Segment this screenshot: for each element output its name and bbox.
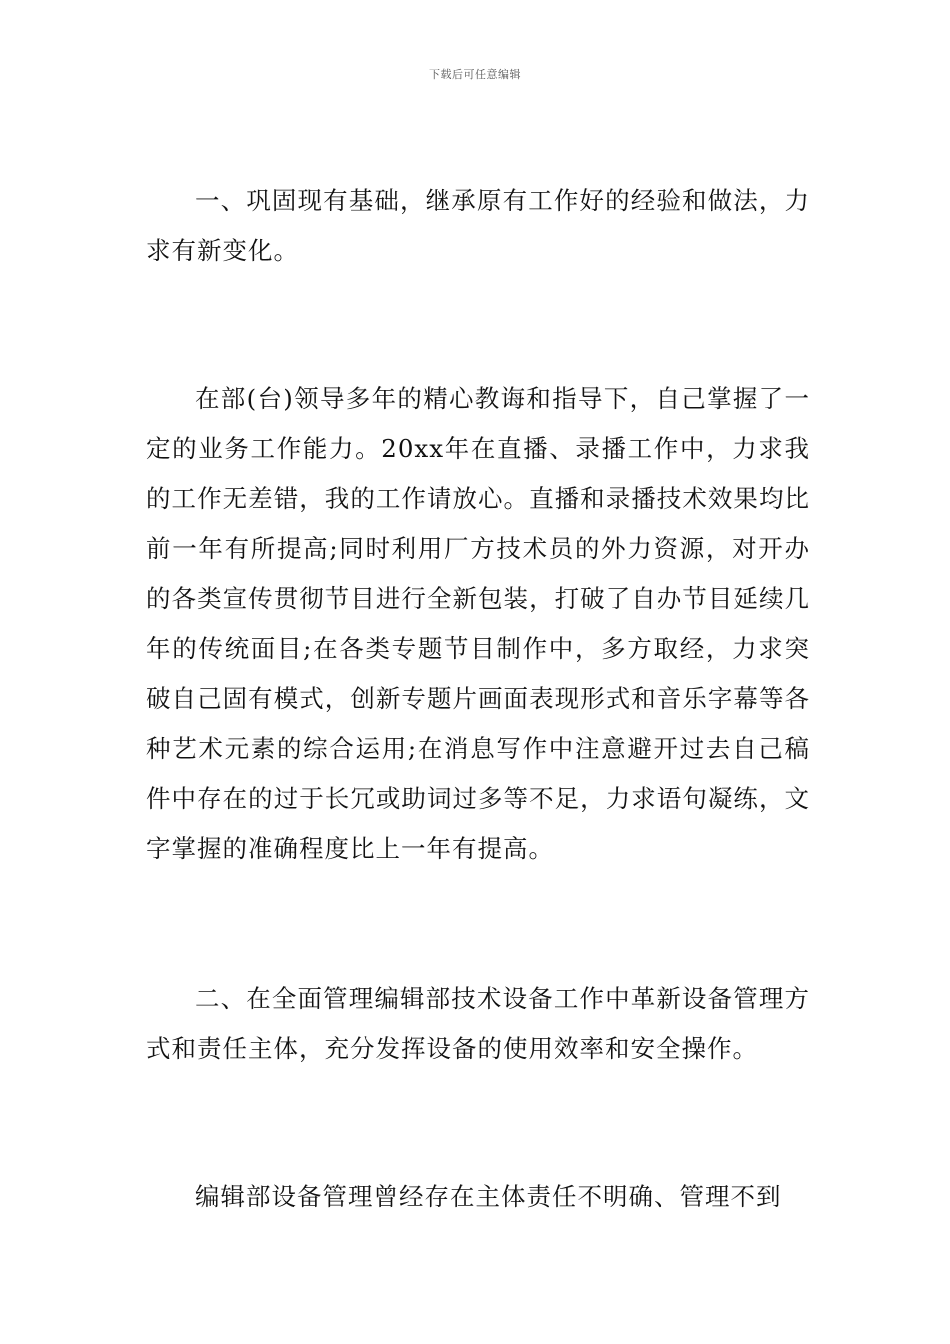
paragraph-section-two-body: 编辑部设备管理曾经存在主体责任不明确、管理不到: [195, 1182, 782, 1211]
paragraph-section-two-heading: 二、在全面管理编辑部技术设备工作中革新设备管理方式和责任主体，充分发挥设备的使用效率和安全操作。: [146, 984, 810, 1063]
paragraph-section-one-body: 在部(台)领导多年的精心教诲和指导下，自己掌握了一定的业务工作能力。20xx年在直播、录播工作中，力求我的工作无差错，我的工作请放心。直播和录播技术效果均比前一年有所提高;同时利用厂方技术员的外力资源，对开办的各类宣传贯彻节目进行全新包装，打破了自办节目延续几年的传统面目;在各类专题节目制作中，多方取经，力求突破自己固有模式，创新专题片画面表现形式和音乐字幕等各种艺术元素的综合运用;在消息写作中注意避开过去自己稿件中存在的过于长冗或助词过多等不足，力求语句凝练，文字掌握的准确程度比上一年有提高。: [146, 384, 810, 863]
paragraph-section-one-heading: 一、巩固现有基础，继承原有工作好的经验和做法，力求有新变化。: [146, 186, 810, 265]
header-note: 下载后可任意编辑: [429, 68, 521, 81]
